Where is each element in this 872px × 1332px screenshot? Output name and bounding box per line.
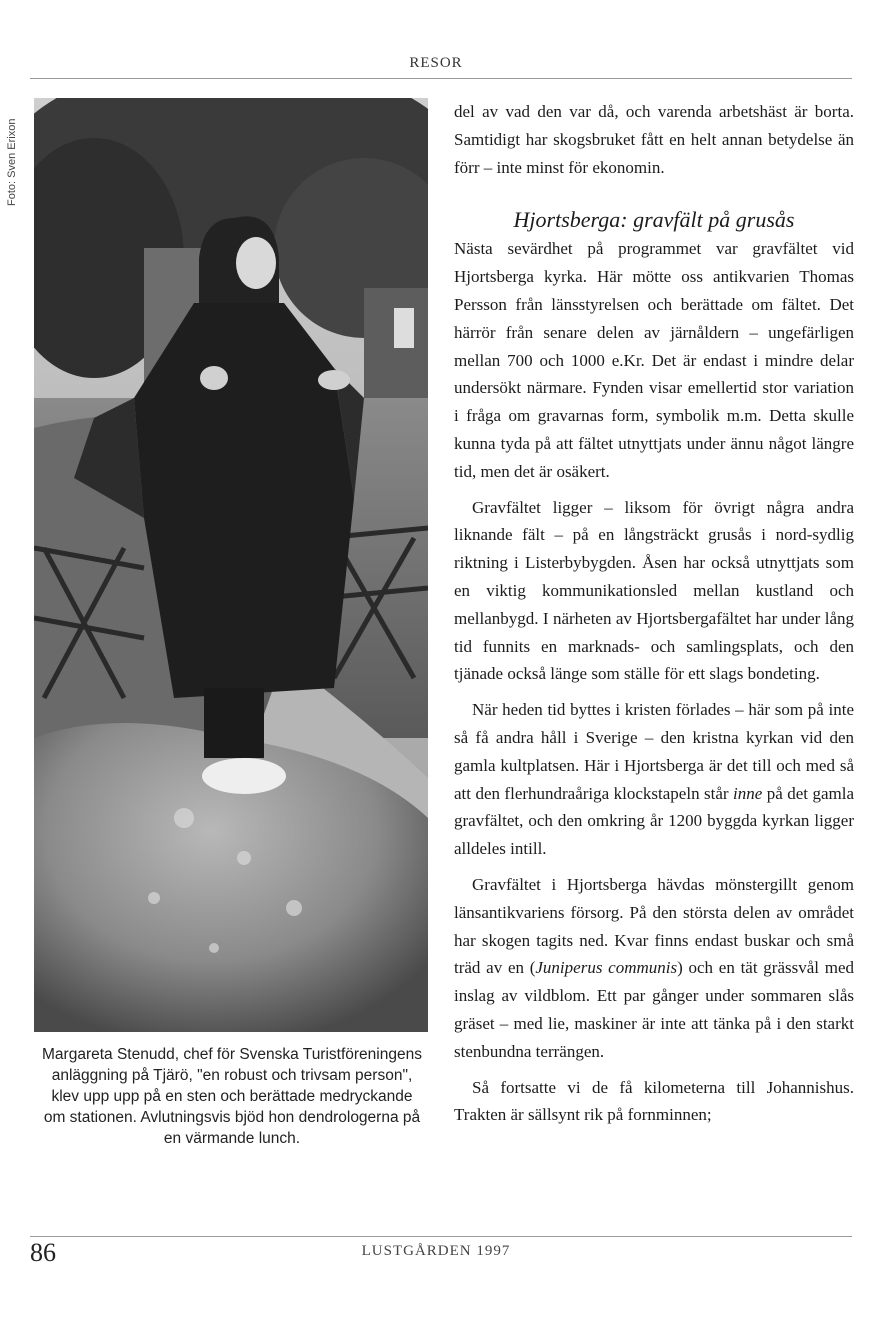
page-number: 86 (30, 1238, 56, 1267)
photo-illustration (34, 98, 428, 1032)
article-intro: del av vad den var då, och varenda arbetshäst är borta. Samtidigt har skogsbruket fått en helt annan betydelse än förr – inte minst för ekonomin. (454, 102, 854, 177)
paragraph-4-text-b: ) och en tät grässvål med inslag av vildblom. Ett par gånger under sommaren slås gräset – med lie, maskiner är inte att tänka på i den starkt stenbundna terrängen. (454, 958, 854, 1061)
article-column (454, 98, 854, 1129)
article-paragraph-5: Så fortsatte vi de få kilometerna till Johannishus. Trakten är sällsynt rik på fornminnen; (454, 1077, 854, 1125)
article-paragraph-2: Gravfältet ligger – liksom för övrigt några andra liknande fält – på en långsträckt grusås i nord-sydlig riktning i Listerbybygden. Åsen har också utnyttjats som en viktig kommunikationsled mellan kustland och mellanbygd. I närheten av Hjortsbergafältet har under lång tid funnits en marknads- och samlingsplats, och den tjänade också länge som ställe för ett slags bondeting. (454, 497, 854, 684)
footer-rule (30, 1236, 852, 1237)
latin-name: Juniperus communis (535, 958, 678, 978)
running-header: RESOR (409, 55, 463, 71)
article-paragraph-4 (454, 871, 854, 1066)
header-rule (30, 78, 852, 79)
running-footer: LUSTGÅRDEN 1997 (361, 1243, 511, 1259)
photograph (34, 98, 428, 1032)
section-subheading: Hjortsberga: gravfält på grusås (513, 207, 795, 233)
photo-credit: Foto: Sven Erixon (6, 118, 18, 206)
article-paragraph-3 (454, 696, 854, 863)
article-paragraph-1: Nästa sevärdhet på programmet var gravfältet vid Hjortsberga kyrka. Här mötte oss antikvarien Thomas Persson från länsstyrelsen och berättade om fältet. Det härrör från senare delen av järnåldern – ungefärligen mellan 700 och 1000 e.Kr. Det är endast i mindre delar undersökt närmare. Fynden visar emellertid stor variation i fråga om gravarnas form, symbolik m.m. Detta skulle kunna tyda på att fältet utnyttjats under ännu något längre tid, men det är osäkert. (454, 239, 854, 481)
photo-caption: Margareta Stenudd, chef för Svenska Turistföreningens anläggning på Tjärö, "en robust och trivsam person", klev upp upp på en sten och berättade medryckande om stationen. Avlutningsvis bjöd hon dendrologerna på en värmande lunch. (42, 1046, 422, 1147)
paragraph-3-text-b: på det gamla gravfältet, och den omkring år 1200 byggda kyrkan ligger alldeles intill. (454, 783, 854, 859)
paragraph-3-text-a: När heden tid byttes i kristen förlades – här som på inte så få andra håll i Sverige – den kristna kyrkan vid den gamla kultplatsen. Här i Hjortsberga är det till och med så att den flerhundraåriga klockstapeln står (454, 700, 854, 803)
emphasis-inne: inne (733, 783, 763, 803)
paragraph-4-text-a: Gravfältet i Hjortsberga hävdas mönstergillt genom länsantikvariens försorg. På den största delen av området har skogen tagits ned. Kvar finns endast buskar och små träd av en ( (454, 874, 854, 978)
